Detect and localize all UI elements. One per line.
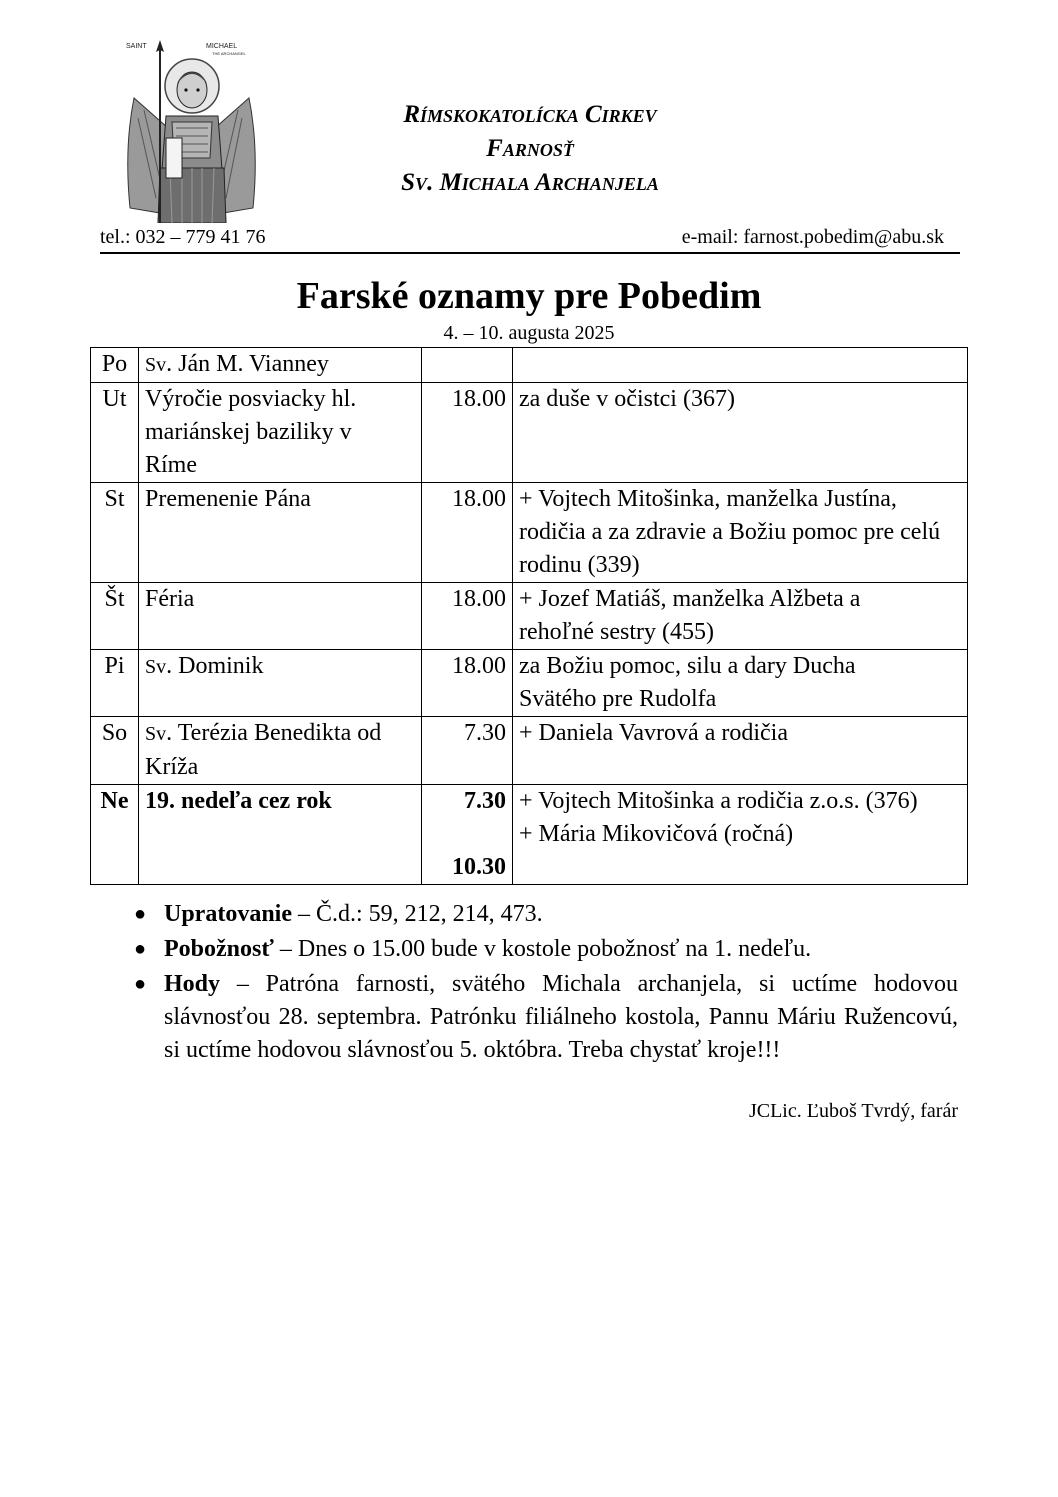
feast-cell: Féria	[139, 583, 422, 650]
table-row	[91, 383, 968, 483]
time-cell: 18.00	[422, 650, 513, 717]
time-cell: 18.00	[422, 483, 513, 583]
bullet-icon: ●	[134, 938, 147, 960]
day-cell: Ne	[91, 785, 139, 885]
table-row	[91, 650, 968, 717]
intention-cell: za duše v očistci (367)	[513, 383, 968, 483]
time-cell: 7.30	[422, 717, 513, 785]
intention-cell: + Vojtech Mitošinka a rodičia z.o.s. (376) + Mária Mikovičová (ročná)	[513, 785, 968, 885]
email-link[interactable]: e-mail: farnost.pobedim@abu.sk	[681, 226, 944, 248]
bullet-icon: ●	[134, 903, 147, 925]
contact-bar	[100, 226, 960, 254]
time-cell: 18.00	[422, 583, 513, 650]
mass-schedule-table	[90, 347, 968, 885]
signature: JCLic. Ľuboš Tvrdý, farár	[748, 1100, 958, 1122]
parish-header	[300, 98, 760, 200]
feast-cell: Výročie posviacky hl. mariánskej baziliky v Ríme	[139, 383, 422, 483]
time-cell: 18.00	[422, 383, 513, 483]
date-range: 4. – 10. augusta 2025	[443, 322, 615, 344]
day-cell: St	[91, 483, 139, 583]
day-cell: Št	[91, 583, 139, 650]
time-cell	[422, 348, 513, 383]
feast-cell: Sv. Ján M. Vianney	[139, 348, 422, 383]
day-cell: Ut	[91, 383, 139, 483]
feast-cell: Premenenie Pána	[139, 483, 422, 583]
icon-label-right: MICHAEL	[206, 43, 238, 50]
feast-cell: Sv. Dominik	[139, 650, 422, 717]
intention-cell: + Jozef Matiáš, manželka Alžbeta a rehoľné sestry (455)	[513, 583, 968, 650]
day-cell: Po	[91, 348, 139, 383]
intention-cell: + Daniela Vavrová a rodičia	[513, 717, 968, 785]
list-item: ● Hody – Patróna farnosti, svätého Michala archanjela, si uctíme hodovou slávnosťou 28. septembra. Patrónku filiálneho kostola, Pannu Máriu Ružencovú, si uctíme hodovou slávnosťou 5. októbra. Treba chystať kroje!!!	[130, 968, 958, 1067]
day-cell: Pi	[91, 650, 139, 717]
table-row	[91, 785, 968, 885]
time-cell: 7.30 10.30	[422, 785, 513, 885]
table-row	[91, 717, 968, 785]
list-item: ● Pobožnosť – Dnes o 15.00 bude v kostole pobožnosť na 1. nedeľu.	[130, 933, 958, 966]
icon-label-left: SAINT	[126, 43, 147, 50]
page-title: Farské oznamy pre Pobedim	[296, 275, 762, 317]
table-row	[91, 483, 968, 583]
day-cell: So	[91, 717, 139, 785]
intention-cell	[513, 348, 968, 383]
intention-cell: za Božiu pomoc, silu a dary Ducha Svätého pre Rudolfa	[513, 650, 968, 717]
table-row	[91, 348, 968, 383]
feast-cell: 19. nedeľa cez rok	[139, 785, 422, 885]
table-row	[91, 583, 968, 650]
saint-michael-icon	[120, 38, 263, 223]
icon-label-sub: THE ARCHANGEL	[212, 51, 246, 56]
notices-list	[130, 898, 958, 1069]
list-item: ● Upratovanie – Č.d.: 59, 212, 214, 473.	[130, 898, 958, 931]
feast-cell: Sv. Terézia Benedikta od Kríža	[139, 717, 422, 785]
telephone: tel.: 032 – 779 41 76	[100, 226, 266, 248]
parish-name: Sv. Michala Archanjela	[401, 169, 659, 196]
intention-cell: + Vojtech Mitošinka, manželka Justína, rodičia a za zdravie a Božiu pomoc pre celú rodinu (339)	[513, 483, 968, 583]
parish-label: Farnosť	[486, 135, 574, 162]
bullet-icon: ●	[134, 973, 147, 995]
church-name: Rímskokatolícka Cirkev	[403, 101, 657, 128]
